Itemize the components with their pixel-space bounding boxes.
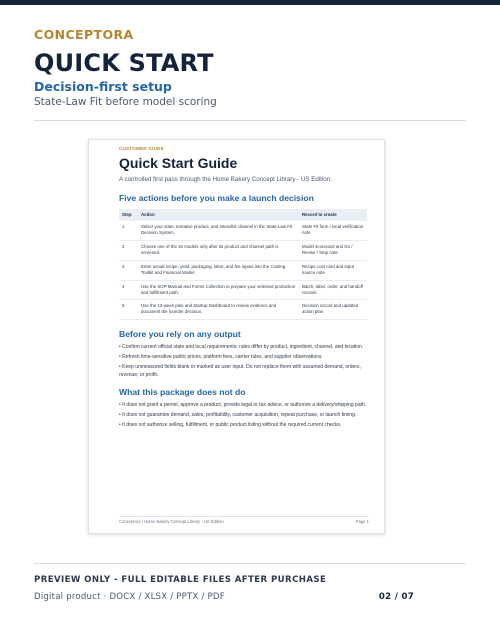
table-row bbox=[119, 300, 367, 320]
before-rely-list bbox=[119, 343, 369, 379]
step-record: State Fit form / local verification note bbox=[299, 221, 367, 240]
doc-footer bbox=[119, 516, 369, 524]
section-heading-actions: Five actions before you make a launch decision bbox=[119, 193, 314, 203]
column-header-action: Action bbox=[138, 209, 299, 221]
doc-footer-source: Conceptora | Home Bakery Concept Library - US Edition bbox=[119, 519, 224, 524]
doc-lead: A controlled first pass through the Home Bakery Concept Library - US Edition. bbox=[119, 176, 332, 183]
doc-title: Quick Start Guide bbox=[119, 155, 238, 171]
list-item: • It does not guarantee demand, sales, profitability, customer acquisition, repeat purchase, or launch timing. bbox=[119, 412, 357, 419]
list-item: • Keep unmeasured fields blank or marked as user input. Do not replace them with assumed demand, orders, revenue, or profit. bbox=[119, 364, 361, 379]
step-number: 4 bbox=[119, 280, 138, 300]
doc-footer-divider bbox=[119, 516, 369, 517]
section-heading-limits: What this package does not do bbox=[119, 387, 246, 398]
footer-divider bbox=[34, 563, 466, 564]
section-heading-before-rely: Before you rely on any output bbox=[119, 329, 241, 340]
column-header-record: Record to create bbox=[299, 209, 367, 221]
step-action: Choose one of the 10 models only after its product and channel path is screened. bbox=[138, 240, 299, 260]
column-header-step: Step bbox=[119, 209, 138, 221]
table-header-row bbox=[119, 209, 367, 221]
step-action: Select your state, tentative product, and intended channel in the State-Law Fit Decision System. bbox=[138, 221, 299, 240]
preview-notice: PREVIEW ONLY - FULL EDITABLE FILES AFTER PURCHASE bbox=[34, 575, 327, 585]
list-item: • Refresh time-sensitive public prices, platform fees, carrier rules, and supplier observations. bbox=[119, 354, 323, 361]
page-title: QUICK START bbox=[34, 49, 214, 77]
actions-table bbox=[119, 209, 367, 320]
step-record: Recipe cost card and input source note bbox=[299, 260, 367, 280]
step-action: Use the SOP Manual and Forms Collection to prepare your selected production and fulfillment path. bbox=[138, 280, 299, 300]
step-action: Enter actual recipe, yield, packaging, labor, and fee inputs into the Costing Toolkit and Financial Model. bbox=[138, 260, 299, 280]
brand-name: CONCEPTORA bbox=[34, 27, 134, 42]
page-subtitle: Decision-first setup bbox=[34, 79, 172, 94]
step-record: Model scorecard and Go / Revise / Stop note bbox=[299, 240, 367, 260]
step-number: 2 bbox=[119, 240, 138, 260]
list-item: • Confirm current official state and local requirements; rules differ by product, ingredient, channel, and location. bbox=[119, 344, 364, 351]
table-row bbox=[119, 260, 367, 280]
product-formats: Digital product · DOCX / XLSX / PPTX / PDF bbox=[34, 592, 225, 602]
step-action: Use the 13-week plan and Startup Dashboard to review evidence and document the founder decision. bbox=[138, 300, 299, 320]
table-row bbox=[119, 240, 367, 260]
doc-eyebrow: CUSTOMER GUIDE bbox=[119, 146, 164, 151]
list-item: • It does not grant a permit, approve a product, provide legal or tax advice, or authorize a delivery/shipping path. bbox=[119, 402, 367, 409]
step-record: Decision record and updated action plan bbox=[299, 300, 367, 320]
step-number: 1 bbox=[119, 221, 138, 240]
page-counter: 02 / 07 bbox=[378, 592, 414, 602]
document-body bbox=[119, 146, 369, 431]
document-preview bbox=[88, 139, 385, 534]
doc-footer-page: Page 1 bbox=[355, 519, 369, 524]
list-item: • It does not authorize selling, fulfillment, or public product listing without the required current checks. bbox=[119, 422, 342, 429]
page-tagline: State-Law Fit before model scoring bbox=[34, 96, 217, 108]
step-number: 3 bbox=[119, 260, 138, 280]
table-row bbox=[119, 221, 367, 240]
step-number: 5 bbox=[119, 300, 138, 320]
top-accent-bar bbox=[0, 0, 500, 5]
table-row bbox=[119, 280, 367, 300]
step-record: Batch, label, order, and handoff records bbox=[299, 280, 367, 300]
header-divider bbox=[34, 120, 466, 121]
limits-list bbox=[119, 401, 369, 429]
